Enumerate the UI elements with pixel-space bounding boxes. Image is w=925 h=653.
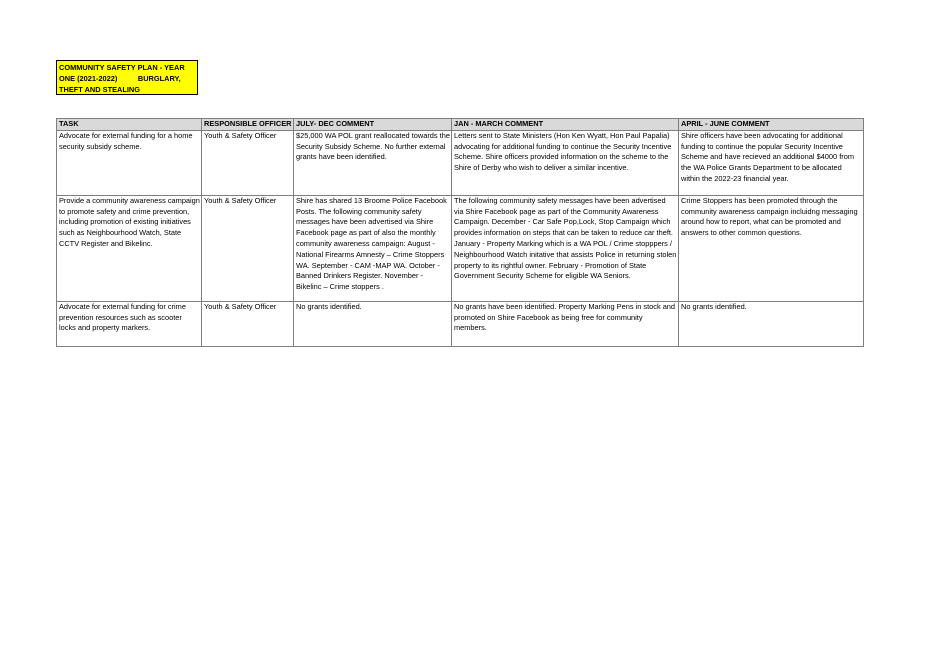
plan-title: COMMUNITY SAFETY PLAN - YEAR ONE (2021-2022) BURGLARY, THEFT AND STEALING bbox=[56, 60, 198, 95]
header-april-june-comment: APRIL - JUNE COMMENT bbox=[679, 119, 864, 131]
july-dec-comment-cell: Shire has shared 13 Broome Police Facebook Posts. The following community safety messages have been advertised via Shire Facebook page as part of also the monthly community awareness campaign: August - National Firearms Amnesty – Crime Stoppers WA. September - CAM -MAP WA. October - Banned Drinkers Register. November - Bikelinc – Crime stoppers . bbox=[294, 195, 452, 301]
task-cell: Provide a community awareness campaign to promote safety and crime prevention, including promotion of existing initiatives such as Neighbourhood Watch, State CCTV Register and Bikelinc. bbox=[57, 195, 202, 301]
july-dec-comment-cell: $25,000 WA POL grant reallocated towards the Security Subsidy Scheme. No further external grants have been identified. bbox=[294, 130, 452, 195]
officer-cell: Youth & Safety Officer bbox=[202, 195, 294, 301]
april-june-comment-cell: Shire officers have been advocating for additional funding to continue the popular Security Incentive Scheme and have recieved an additional $4000 from the WA Police Grants Department to be allocated within the 2022-23 financial year. bbox=[679, 130, 864, 195]
header-july-dec-comment: JULY- DEC COMMENT bbox=[294, 119, 452, 131]
july-dec-comment-cell: No grants identified. bbox=[294, 301, 452, 346]
safety-plan-table bbox=[56, 118, 864, 347]
officer-cell: Youth & Safety Officer bbox=[202, 130, 294, 195]
jan-march-comment-cell: The following community safety messages have been advertised via Shire Facebook page as part of the Community Awareness Campaign. December - Car Safe Pop,Lock, Stop Campaign which provides information on steps that can be taken to reduce car theft. January - Property Marking which is a WA POL / Crime stopppers / Neighbourhood Watch initative that assists Police in returning stolen property to its rightful owner. February - Promotion of State Government Security Scheme for eligible WA Seniors. bbox=[452, 195, 679, 301]
header-jan-march-comment: JAN - MARCH COMMENT bbox=[452, 119, 679, 131]
header-task: TASK bbox=[57, 119, 202, 131]
header-responsible-officer: RESPONSIBLE OFFICER bbox=[202, 119, 294, 131]
table-row bbox=[57, 301, 864, 346]
april-june-comment-cell: Crime Stoppers has been promoted through the community awareness campaign incluidng messaging around how to report, what can be promoted and answers to other common questions. bbox=[679, 195, 864, 301]
april-june-comment-cell: No grants identified. bbox=[679, 301, 864, 346]
jan-march-comment-cell: Letters sent to State Ministers (Hon Ken Wyatt, Hon Paul Papalia) advocating for additional funding to continue the Security Incentive Scheme. Shire officers provided information on the scheme to the Shire of Derby who wish to deliver a similar incentive. bbox=[452, 130, 679, 195]
jan-march-comment-cell: No grants have been identified. Property Marking Pens in stock and promoted on Shire Facebook as being free for community members. bbox=[452, 301, 679, 346]
table-row bbox=[57, 130, 864, 195]
task-cell: Advocate for external funding for a home security subsidy scheme. bbox=[57, 130, 202, 195]
task-cell: Advocate for external funding for crime prevention resources such as scooter locks and property markers. bbox=[57, 301, 202, 346]
table-header-row bbox=[57, 119, 864, 131]
officer-cell: Youth & Safety Officer bbox=[202, 301, 294, 346]
table-row bbox=[57, 195, 864, 301]
